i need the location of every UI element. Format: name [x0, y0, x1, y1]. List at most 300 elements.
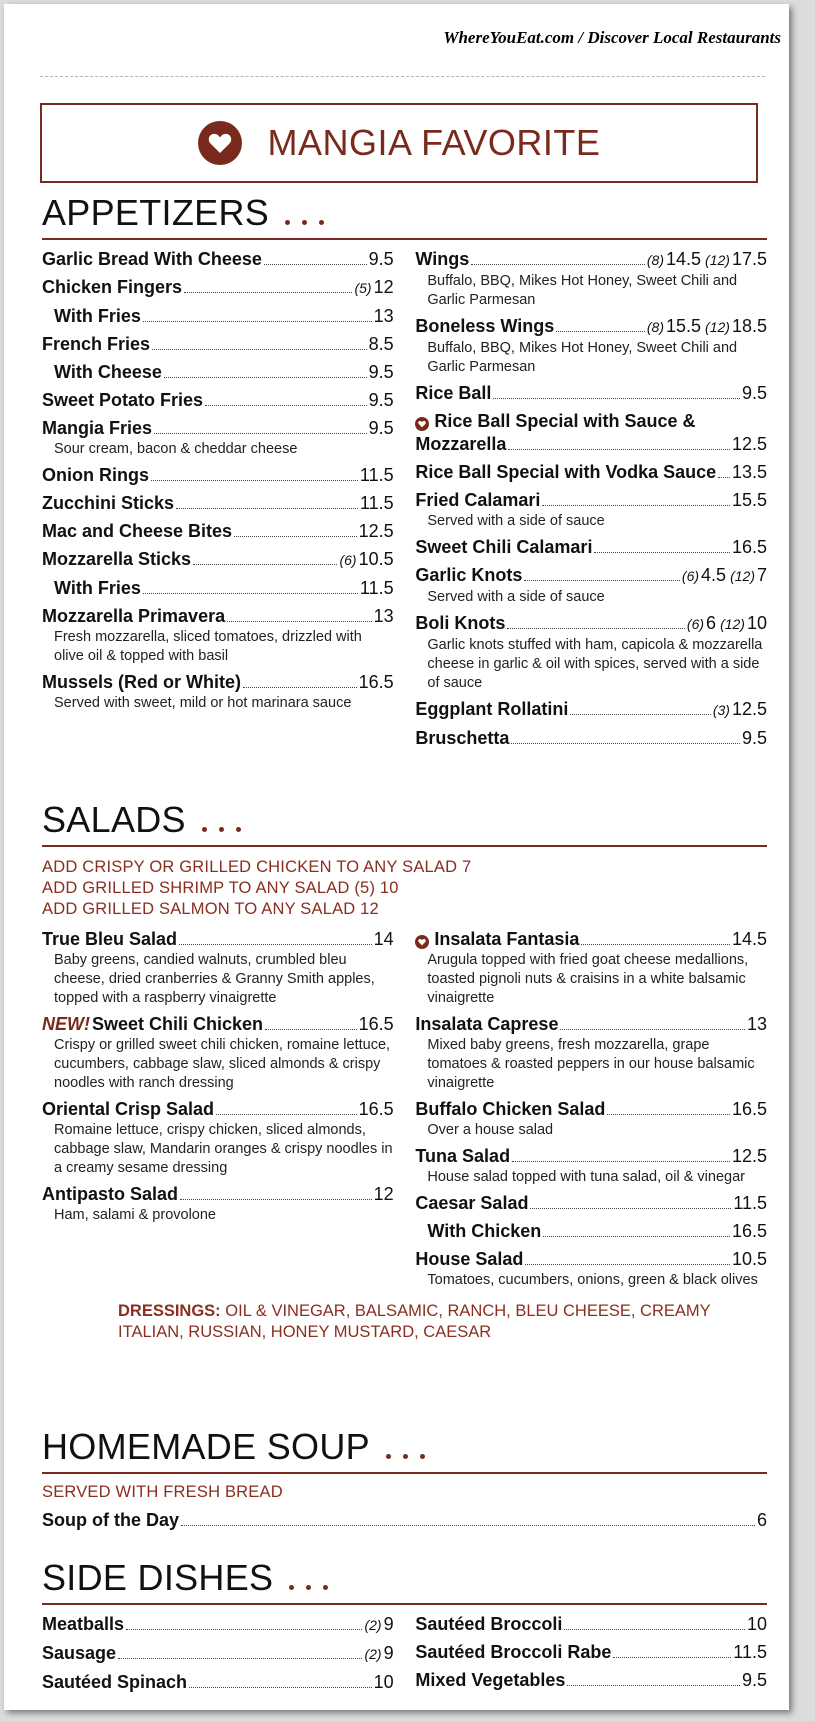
menu-item-price [374, 605, 394, 628]
menu-item [42, 1183, 394, 1225]
menu-item [415, 727, 767, 750]
menu-item-price [757, 1509, 767, 1532]
menu-item-description: Over a house salad [427, 1122, 554, 1138]
menu-item-row [42, 1671, 394, 1694]
menu-item [42, 928, 394, 1008]
menu-item-name-text: Sautéed Spinach [42, 1672, 188, 1692]
menu-item-name [415, 461, 716, 484]
dot-leader [581, 944, 730, 945]
menu-item-name [415, 1013, 558, 1036]
dressings-list: OIL & VINEGAR, BALSAMIC, RANCH, BLEU CHEESE, CREAMY ITALIAN, RUSSIAN, HONEY MUSTARD, CAESAR [118, 1302, 711, 1341]
dot-leader [594, 552, 730, 553]
dot-leader [143, 593, 358, 594]
price-value: 9.5 [368, 418, 394, 438]
price-value: 17.5 [731, 249, 767, 269]
dot-leader [560, 1029, 745, 1030]
portion-count: (6) [339, 552, 357, 568]
price-value: 8.5 [368, 334, 394, 354]
menu-item-row [415, 410, 767, 433]
menu-item [415, 1669, 767, 1692]
dot-leader [179, 944, 372, 945]
menu-item-name-text: Wings [415, 249, 470, 269]
menu-item-row [415, 1613, 767, 1636]
menu-item [42, 361, 394, 384]
menu-item-name [42, 248, 262, 271]
menu-item-name-text: Mangia Fries [42, 418, 153, 438]
menu-item [415, 564, 767, 607]
menu-item [415, 315, 767, 377]
dot-leader [126, 1629, 362, 1630]
portion-count: (6) [686, 616, 705, 632]
menu-item-price [360, 464, 394, 487]
decor-dots [285, 220, 324, 225]
price-value: 11.5 [359, 465, 394, 485]
dot-leader [525, 1264, 730, 1265]
heart-icon [198, 121, 242, 165]
menu-item-name [42, 548, 191, 571]
menu-item-description: Sour cream, bacon & cheddar cheese [54, 441, 298, 457]
menu-item [42, 464, 394, 487]
price-value: 9.5 [741, 383, 767, 403]
menu-item-row [42, 1098, 394, 1121]
decor-dots [289, 1585, 328, 1590]
portion-count: (12) [705, 252, 730, 268]
menu-item-name-text: Insalata Fantasia [434, 929, 580, 949]
menu-item-price [742, 1669, 767, 1692]
sides-right-column [415, 1613, 767, 1699]
price-value: 15.5 [731, 490, 767, 510]
price-value: 9.5 [368, 390, 394, 410]
menu-item-price [732, 489, 767, 512]
price-value: 12 [373, 1184, 394, 1204]
soup-note: SERVED WITH FRESH BREAD [42, 1483, 283, 1501]
section-title: SALADS [42, 799, 186, 840]
menu-item-name [415, 1192, 528, 1215]
menu-item-name-text: Bruschetta [415, 728, 510, 748]
menu-item-name-text: Mac and Cheese Bites [42, 521, 233, 541]
menu-item-description: Baby greens, candied walnuts, crumbled bleu cheese, dried cranberries & Granny Smith apples, topped with a raspberry vinaigrette [54, 952, 375, 1006]
menu-item-name-text: With Chicken [427, 1221, 542, 1241]
menu-item [42, 1013, 394, 1093]
price-value: 12.5 [731, 699, 767, 719]
menu-item-name-cont: Mozzarella [415, 434, 507, 454]
menu-item-name-text: Meatballs [42, 1614, 125, 1634]
section-header [42, 1426, 767, 1474]
salads-right-column [415, 928, 767, 1295]
menu-item-price [732, 1098, 767, 1121]
menu-item-price [374, 928, 394, 951]
menu-item-price [359, 1013, 394, 1036]
dot-leader [570, 714, 710, 715]
menu-item [415, 698, 767, 722]
dot-leader [180, 1199, 372, 1200]
price-value: 9 [383, 1643, 394, 1663]
menu-item-price [732, 1145, 767, 1168]
menu-item-row [42, 1183, 394, 1206]
menu-item-price [682, 564, 767, 588]
menu-item-name [415, 315, 554, 338]
menu-item-row [42, 492, 394, 515]
menu-item-row [415, 315, 767, 339]
price-value: 16.5 [358, 672, 394, 692]
menu-item-name-text: Chicken Fingers [42, 277, 183, 297]
section-header [42, 799, 767, 847]
price-value: 12 [373, 277, 394, 297]
menu-item-name-text: Rice Ball [415, 383, 492, 403]
menu-item-price [360, 492, 394, 515]
price-value: 7 [756, 565, 767, 585]
menu-item-name [42, 464, 149, 487]
menu-item [42, 605, 394, 666]
dot-leader [189, 1687, 372, 1688]
price-value: 13 [746, 1014, 767, 1034]
menu-item-description: Garlic knots stuffed with ham, capicola & mozzarella cheese in garlic & oil with spices, served with a side of sauce [427, 637, 763, 691]
menu-item [415, 1192, 767, 1215]
menu-item-price [359, 1098, 394, 1121]
menu-item-row [42, 276, 394, 300]
menu-item-price [747, 1013, 767, 1036]
menu-item-row [42, 671, 394, 694]
divider [40, 76, 765, 77]
menu-item-name-text: Sautéed Broccoli [415, 1614, 563, 1634]
menu-item-name [415, 1669, 565, 1692]
dressings-note [42, 1301, 767, 1343]
menu-item-row [42, 548, 394, 572]
section-title: SIDE DISHES [42, 1557, 274, 1598]
section-title: HOMEMADE SOUP [42, 1426, 370, 1467]
price-value: 16.5 [358, 1099, 394, 1119]
price-value: 16.5 [731, 537, 767, 557]
menu-item-row [415, 1098, 767, 1121]
menu-item-name [54, 577, 141, 600]
favorite-heart-icon [415, 935, 429, 949]
menu-item [415, 382, 767, 405]
menu-item-price [369, 417, 394, 440]
menu-item-row [42, 464, 394, 487]
menu-item-name-text: Boli Knots [415, 613, 506, 633]
portion-count: (6) [681, 568, 700, 584]
menu-item-row [415, 928, 767, 951]
portion-count: (8) [646, 252, 664, 268]
menu-item [42, 305, 394, 328]
dot-leader [264, 264, 367, 265]
menu-item-price [742, 382, 767, 405]
menu-item-name [42, 417, 152, 440]
menu-item-name-text: Mixed Vegetables [415, 1670, 566, 1690]
menu-item-name-text: Garlic Knots [415, 565, 523, 585]
menu-item-description: Fresh mozzarella, sliced tomatoes, drizzled with olive oil & topped with basil [54, 629, 362, 664]
price-value: 11.5 [359, 578, 394, 598]
menu-item-row [42, 333, 394, 356]
sides-section [42, 1557, 767, 1699]
menu-item-price [339, 548, 393, 572]
menu-item-name [415, 410, 695, 433]
menu-item-row [42, 248, 394, 271]
dot-leader [216, 1114, 357, 1115]
menu-item [42, 548, 394, 572]
banner-title: MANGIA FAVORITE [267, 122, 601, 163]
price-value: 12.5 [731, 1146, 767, 1166]
menu-item-price [732, 1220, 767, 1243]
dot-leader [143, 321, 372, 322]
portion-count: (12) [720, 616, 745, 632]
price-value: 6 [756, 1510, 767, 1530]
menu-item-row [42, 928, 394, 951]
menu-item-name-text: Garlic Bread With Cheese [42, 249, 262, 269]
menu-item-name-text: Eggplant Rollatini [415, 699, 569, 719]
menu-item-name [42, 520, 232, 543]
menu-item-price [742, 727, 767, 750]
menu-item-name [42, 671, 241, 694]
menu-item-row [415, 248, 767, 272]
dot-leader [613, 1657, 731, 1658]
menu-item-name [415, 698, 568, 721]
menu-item-name-text: Sweet Chili Calamari [415, 537, 593, 557]
dot-leader [118, 1658, 362, 1659]
menu-item-row [42, 1509, 767, 1532]
menu-item-name-text: Rice Ball Special with Vodka Sauce [415, 462, 717, 482]
price-value: 12.5 [731, 434, 767, 454]
menu-item-name-text: Mozzarella Sticks [42, 549, 192, 569]
menu-item [42, 389, 394, 412]
price-value: 11.5 [733, 1642, 767, 1662]
menu-item-row [415, 489, 767, 512]
menu-item-row [42, 305, 394, 328]
menu-item-price [732, 928, 767, 951]
menu-item-name-text: With Cheese [54, 362, 162, 382]
menu-item-description: Served with a side of sauce [427, 589, 605, 605]
menu-item-name [415, 382, 491, 405]
salads-section [42, 799, 767, 1343]
menu-item-row [415, 1013, 767, 1036]
price-value: 10 [746, 613, 767, 633]
soup-list [42, 1509, 767, 1532]
menu-item-name [415, 1641, 611, 1664]
price-value: 4.5 [701, 565, 727, 585]
menu-item-name [42, 1183, 178, 1206]
menu-item [415, 489, 767, 531]
portion-count: (2) [364, 1617, 382, 1633]
section-header [42, 1557, 767, 1605]
menu-item-price [687, 612, 767, 636]
menu-item-name [427, 1220, 541, 1243]
menu-item-row [42, 389, 394, 412]
menu-item [415, 1641, 767, 1664]
sides-left-column [42, 1613, 394, 1699]
menu-item-row [42, 417, 394, 440]
menu-item-name [415, 928, 579, 951]
dot-leader [152, 349, 367, 350]
menu-item-description: Buffalo, BBQ, Mikes Hot Honey, Sweet Chili and Garlic Parmesan [427, 340, 738, 375]
menu-item-name-text: With Fries [54, 306, 141, 326]
menu-item-price [747, 1613, 767, 1636]
menu-item-row [415, 536, 767, 559]
dot-leader [542, 505, 730, 506]
appetizers-section [42, 192, 767, 755]
price-value: 11.5 [359, 493, 394, 513]
portion-count: (12) [730, 568, 755, 584]
menu-item [42, 492, 394, 515]
soup-section [42, 1426, 767, 1537]
menu-item [42, 333, 394, 356]
menu-item-price [647, 248, 767, 272]
price-value: 18.5 [731, 316, 767, 336]
menu-item-name [42, 1613, 124, 1636]
menu-item-name-text: Sausage [42, 1643, 117, 1663]
menu-item-name-text: Tuna Salad [415, 1146, 511, 1166]
menu-item-name-text: House Salad [415, 1249, 524, 1269]
dot-leader [205, 405, 367, 406]
menu-item-name [42, 928, 177, 951]
menu-item-description: Served with a side of sauce [427, 513, 605, 529]
menu-item-name [42, 276, 182, 299]
menu-item-name-text: With Fries [54, 578, 141, 598]
price-value: 10.5 [731, 1249, 767, 1269]
price-value: 15.5 [666, 316, 702, 336]
price-value: 6 [706, 613, 717, 633]
menu-item-name [54, 305, 141, 328]
menu-item [42, 577, 394, 600]
menu-item-name [415, 727, 509, 750]
dressings-label: DRESSINGS: [118, 1302, 221, 1320]
menu-item-description: House salad topped with tuna salad, oil & vinegar [427, 1169, 745, 1185]
dot-leader [184, 292, 352, 293]
menu-item-row [415, 1145, 767, 1168]
portion-count: (12) [705, 319, 730, 335]
menu-item-row [415, 612, 767, 636]
menu-item-name [42, 492, 174, 515]
menu-item [42, 1613, 394, 1637]
price-value: 10 [746, 1614, 767, 1634]
price-value: 9.5 [741, 1670, 767, 1690]
menu-item [415, 1098, 767, 1140]
price-value: 11.5 [733, 1193, 767, 1213]
menu-item [415, 536, 767, 559]
menu-item-price [732, 536, 767, 559]
price-value: 16.5 [731, 1099, 767, 1119]
menu-item-price [374, 305, 394, 328]
dot-leader [227, 621, 372, 622]
menu-item-name-text: Antipasto Salad [42, 1184, 179, 1204]
appetizers-left-column [42, 248, 394, 755]
menu-item-name-text: Soup of the Day [42, 1510, 180, 1530]
menu-item-price [732, 461, 767, 484]
dot-leader [530, 1208, 731, 1209]
menu-item-name [415, 564, 522, 587]
menu-item-name [415, 612, 505, 635]
menu-item [415, 928, 767, 1008]
section-header [42, 192, 767, 240]
dot-leader [567, 1685, 740, 1686]
menu-item-name-text: Mozzarella Primavera [42, 606, 226, 626]
dot-leader [176, 508, 358, 509]
menu-item-row [415, 1641, 767, 1664]
menu-item-price [369, 248, 394, 271]
section-title: APPETIZERS [42, 192, 270, 233]
menu-item-name-text: Buffalo Chicken Salad [415, 1099, 606, 1119]
salads-left-column [42, 928, 394, 1295]
menu-item-row [42, 1642, 394, 1666]
dot-leader [511, 743, 740, 744]
portion-count: (2) [364, 1646, 382, 1662]
menu-item-row [42, 577, 394, 600]
menu-item-name-text: Caesar Salad [415, 1193, 529, 1213]
menu-item-name-text: Fried Calamari [415, 490, 541, 510]
menu-item-description: Mixed baby greens, fresh mozzarella, grape tomatoes & roasted peppers in our house balsamic vinaigrette [427, 1037, 755, 1091]
price-value: 9 [383, 1614, 394, 1634]
price-value: 16.5 [731, 1221, 767, 1241]
dot-leader [243, 687, 357, 688]
menu-item-name [42, 1098, 214, 1121]
price-value: 14.5 [666, 249, 702, 269]
price-value: 9.5 [368, 362, 394, 382]
menu-item [42, 1671, 394, 1694]
menu-item-row [415, 1192, 767, 1215]
menu-item-row [42, 1613, 394, 1637]
menu-item [415, 1613, 767, 1636]
decor-dots [386, 1454, 425, 1459]
menu-item-name-text: Sweet Chili Chicken [92, 1014, 264, 1034]
menu-item-name-text: Sweet Potato Fries [42, 390, 204, 410]
menu-item-price [360, 577, 394, 600]
menu-item-price [647, 315, 767, 339]
menu-item-name [42, 1013, 263, 1036]
dot-leader [193, 564, 337, 565]
addon-note: ADD GRILLED SALMON TO ANY SALAD 12 [42, 900, 379, 918]
menu-item-name [415, 1613, 562, 1636]
menu-item-row [42, 361, 394, 384]
menu-item [42, 417, 394, 459]
menu-item-name [54, 361, 162, 384]
favorite-heart-icon [415, 417, 429, 431]
menu-item-description: Tomatoes, cucumbers, onions, green & black olives [427, 1272, 758, 1288]
menu-item-price [369, 361, 394, 384]
addon-note: ADD GRILLED SHRIMP TO ANY SALAD (5) 10 [42, 879, 399, 897]
menu-item-row [415, 382, 767, 405]
menu-item-row [415, 698, 767, 722]
menu-item-name-text: True Bleu Salad [42, 929, 178, 949]
menu-item [415, 1220, 767, 1243]
menu-item-name-text: Sautéed Broccoli Rabe [415, 1642, 612, 1662]
menu-item-name-text: French Fries [42, 334, 151, 354]
menu-item-description: Romaine lettuce, crispy chicken, sliced almonds, cabbage slaw, Mandarin oranges & crispy noodles in a creamy sesame dressing [54, 1122, 393, 1176]
mangia-favorite-banner [40, 103, 758, 183]
price-value: 14 [373, 929, 394, 949]
menu-item-row [42, 1013, 394, 1036]
dot-leader [151, 480, 358, 481]
menu-item-price [369, 389, 394, 412]
dot-leader [718, 477, 730, 478]
menu-item-name [415, 248, 469, 271]
portion-count: (3) [712, 702, 730, 718]
menu-item-row [415, 564, 767, 588]
dot-leader [507, 628, 685, 629]
menu-item-name-text: Rice Ball Special with Sauce & [434, 411, 696, 431]
dot-leader [265, 1029, 357, 1030]
menu-item-description: Served with sweet, mild or hot marinara sauce [54, 695, 352, 711]
menu-item-name [42, 1642, 116, 1665]
menu-item-name-text: Insalata Caprese [415, 1014, 559, 1034]
menu-item [415, 612, 767, 693]
menu-item-description: Buffalo, BBQ, Mikes Hot Honey, Sweet Chili and Garlic Parmesan [427, 273, 738, 308]
menu-item [415, 248, 767, 310]
menu-item-name [415, 536, 592, 559]
menu-item-name [415, 489, 540, 512]
menu-item [42, 248, 394, 271]
decor-dots [202, 827, 241, 832]
menu-item-price [732, 1248, 767, 1271]
menu-item-price [354, 276, 393, 300]
